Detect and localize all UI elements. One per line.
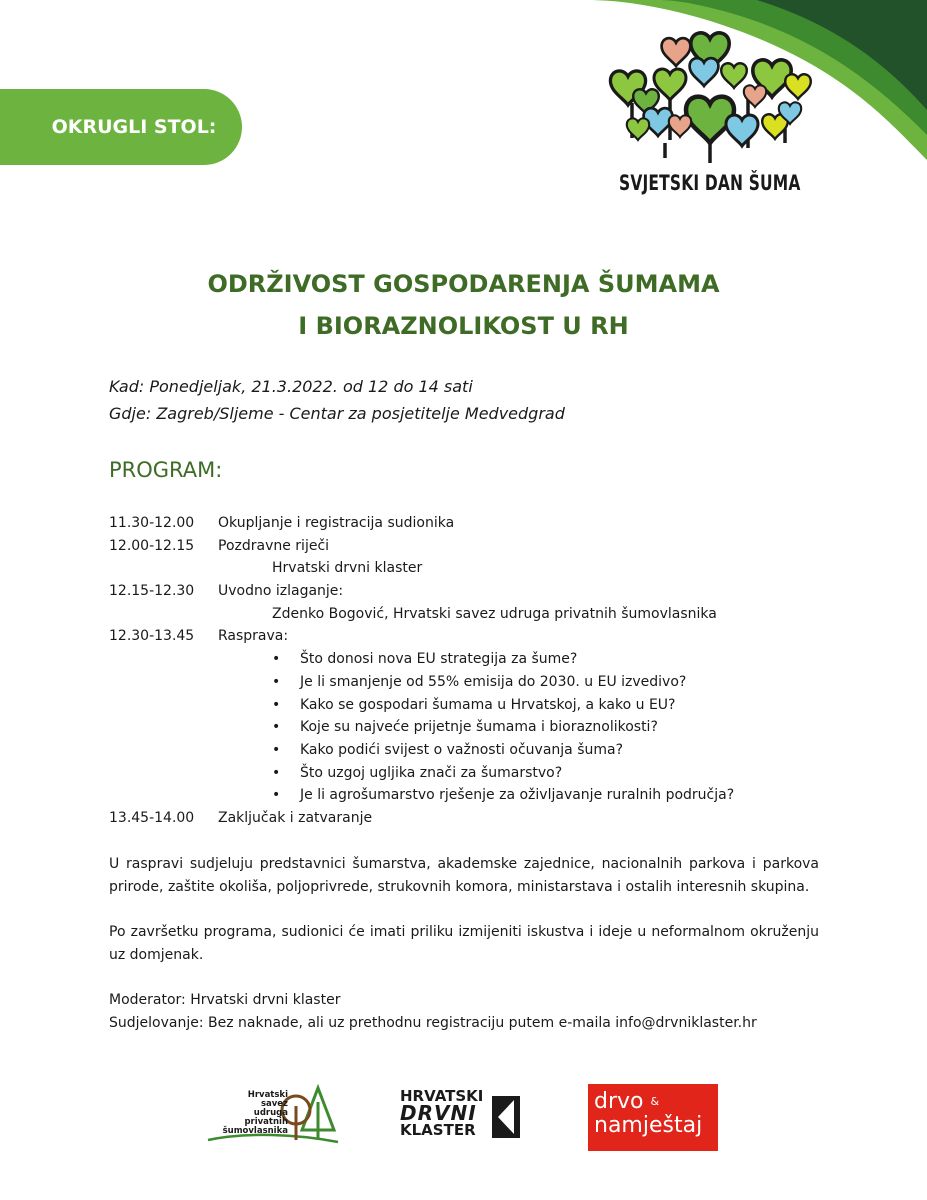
bullet-icon: • — [272, 673, 281, 690]
moderator-line: Moderator: Hrvatski drvni klaster — [109, 992, 341, 1008]
bullet-icon: • — [272, 741, 281, 758]
hsu-word: privatnih — [244, 1117, 288, 1127]
program-heading: PROGRAM: — [109, 458, 223, 482]
networking-paragraph: Po završetku programa, sudionici će imati priliku izmijeniti iskustva i ideje u neformalnom okruženju uz domjenak. — [109, 924, 819, 963]
logo-text: SVJETSKI DAN ŠUMA — [619, 171, 801, 195]
hsu-word: Hrvatski — [247, 1090, 288, 1100]
hdk-word: HRVATSKI — [400, 1087, 484, 1105]
schedule-speaker: Zdenko Bogović, Hrvatski savez udruga privatnih šumovlasnika — [272, 605, 717, 622]
hsu-word: šumovlasnika — [222, 1126, 288, 1136]
schedule-activity: Uvodno izlaganje: — [218, 583, 344, 600]
hdk-word: DRVNI — [400, 1101, 477, 1125]
round-table-badge — [0, 89, 242, 165]
discussion-bullet — [109, 739, 829, 762]
bullet-text: Što uzgoj ugljika znači za šumarstvo? — [300, 764, 563, 781]
schedule-speaker: Hrvatski drvni klaster — [272, 560, 423, 577]
program-schedule — [109, 512, 829, 830]
bullet-text: Što donosi nova EU strategija za šume? — [300, 651, 578, 668]
dn-amp: & — [650, 1095, 660, 1108]
dn-word: namještaj — [594, 1113, 703, 1138]
schedule-row — [109, 603, 829, 626]
discussion-bullet — [109, 716, 829, 739]
schedule-row — [109, 557, 829, 580]
hdk-logo — [400, 1088, 483, 1139]
schedule-row — [109, 580, 829, 603]
bullet-text: Koje su najveće prijetnje šumama i bioraznolikosti? — [300, 719, 658, 736]
bullet-text: Je li smanjenje od 55% emisija do 2030. u EU izvedivo? — [300, 673, 687, 690]
schedule-time: 12.00-12.15 — [109, 537, 195, 554]
schedule-row — [109, 625, 829, 648]
badge-label: OKRUGLI STOL: — [51, 116, 217, 138]
bullet-icon: • — [272, 651, 281, 668]
schedule-time: 13.45-14.00 — [109, 809, 195, 826]
schedule-activity: Pozdravne riječi — [218, 537, 330, 554]
bullet-icon: • — [272, 696, 281, 713]
hdk-word: KLASTER — [400, 1121, 476, 1139]
title-line-2: I BIORAZNOLIKOST U RH — [298, 312, 629, 340]
participants-paragraph: U raspravi sudjeluju predstavnici šumarstva, akademske zajednice, nacionalnih parkova i parkova prirode, zaštite okoliša, poljoprivrede, strukovnih komora, ministarstava i ostalih interesnih skupina. — [109, 856, 819, 895]
schedule-time: 12.30-13.45 — [109, 628, 195, 645]
drvo-namjestaj-logo — [588, 1084, 718, 1151]
schedule-row — [109, 512, 829, 535]
schedule-activity: Okupljanje i registracija sudionika — [218, 515, 455, 531]
hearts-tree-logo — [600, 28, 820, 168]
bullet-icon: • — [272, 764, 281, 781]
bullet-text: Kako podići svijest o važnosti očuvanja šuma? — [300, 741, 624, 758]
title-line-1: ODRŽIVOST GOSPODARENJA ŠUMAMA — [207, 270, 720, 298]
schedule-activity: Rasprava: — [218, 628, 289, 645]
bullet-icon: • — [272, 719, 281, 736]
schedule-time: 11.30-12.00 — [109, 515, 195, 531]
discussion-bullet — [109, 762, 829, 785]
schedule-activity: Zaključak i zatvaranje — [218, 809, 373, 826]
event-where: Gdje: Zagreb/Sljeme - Centar za posjetitelje Medvedgrad — [109, 404, 565, 423]
discussion-bullet — [109, 648, 829, 671]
schedule-row — [109, 535, 829, 558]
event-footer — [109, 989, 757, 1034]
bullet-text: Kako se gospodari šumama u Hrvatskoj, a kako u EU? — [300, 696, 676, 713]
dn-word: drvo — [594, 1089, 644, 1114]
hsu-word: savez — [260, 1099, 288, 1109]
schedule-row — [109, 807, 829, 830]
hsu-word: udruga — [253, 1108, 288, 1118]
bullet-text: Je li agrošumarstvo rješenje za oživljavanje ruralnih područja? — [300, 787, 735, 804]
hsu-logo-text — [206, 1091, 288, 1136]
bullet-icon: • — [272, 787, 281, 804]
discussion-bullet — [109, 671, 829, 694]
schedule-time: 12.15-12.30 — [109, 583, 195, 600]
discussion-bullet — [109, 784, 829, 807]
participation-line: Sudjelovanje: Bez naknade, ali uz prethodnu registraciju putem e-maila info@drvniklaster.hr — [109, 1014, 757, 1031]
hdk-k-mark-icon — [488, 1092, 524, 1142]
page-title — [0, 263, 927, 347]
event-when: Kad: Ponedjeljak, 21.3.2022. od 12 do 14 sati — [109, 377, 473, 396]
event-meta — [109, 373, 565, 427]
discussion-bullet — [109, 694, 829, 717]
